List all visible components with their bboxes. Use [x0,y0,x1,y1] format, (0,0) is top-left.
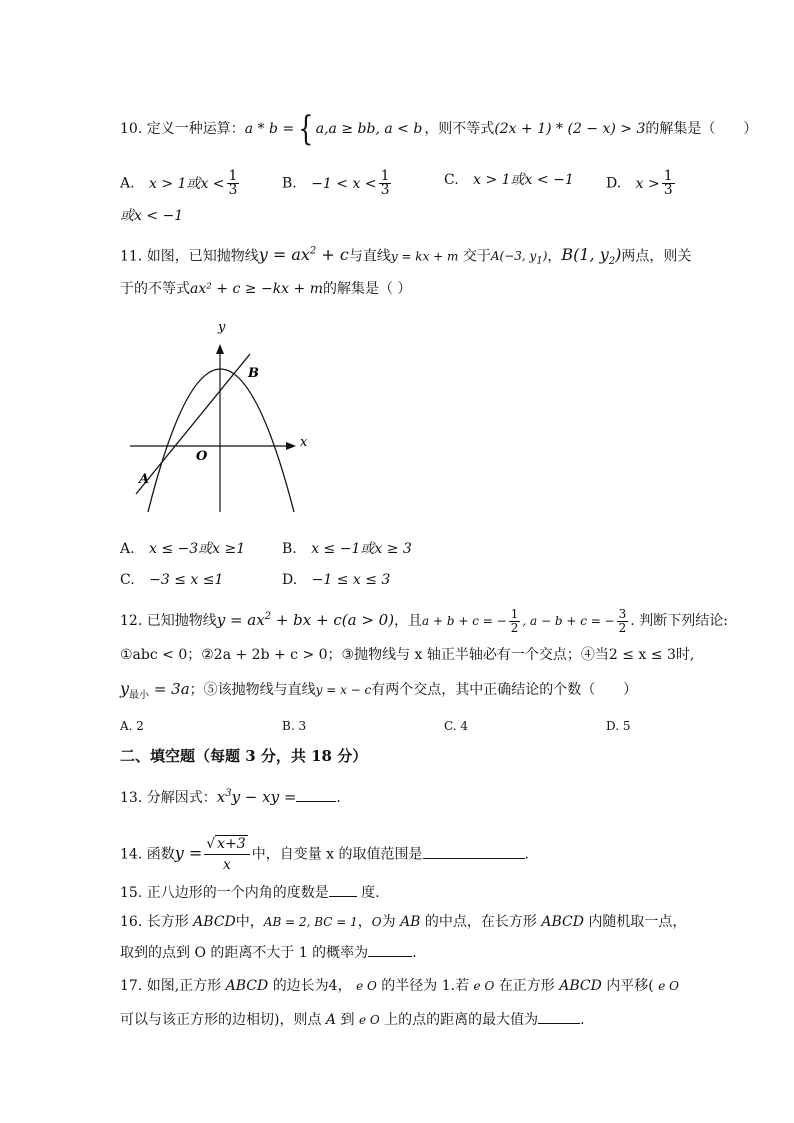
q17-text-a: 如图,正方形 [146,978,222,994]
q14-sqrt-expr: x+3 [217,836,246,852]
q16-stem-line1 [120,912,686,932]
q16-ab: AB [400,914,421,930]
q14-text-b: 中，自变量 x 的取值范围是 [251,846,423,863]
frac-num: 1 [510,606,519,621]
q17-text-g: 到 [340,1012,355,1028]
q12-number: 12. [120,613,143,629]
q11-option-a-text: x ≤ −3或x ≥1 [149,541,246,557]
q17-end: . [580,1012,585,1028]
q12-line-eq: y = x − c [315,683,372,697]
q11-comma: ， [547,248,562,265]
q10-intro: 定义一种运算： [146,121,245,137]
q12-option-b: B. 3 [282,719,307,733]
q17-text-e: 内平移( [606,978,654,994]
q12-parabola-exp: 2 [264,611,272,622]
q14-number: 14. [120,846,143,863]
q17-text-h: 上的点的距离的最大值为 [384,1012,539,1028]
q11-parabola-main: y = ax [258,245,310,265]
q12-stem-line3 [120,679,637,706]
q16-text-c: 为 [381,914,396,930]
q11-option-a-label: A. [120,541,135,557]
q10-inequality: (2x + 1) * (2 − x) > 3 [494,121,646,137]
q10-option-c [444,170,574,190]
q10-tail: 的解集是（ ） [645,121,758,137]
q12-text-b: ，且 [394,613,423,629]
x-axis-arrow [286,442,296,450]
q10-operation-def: a * b = [244,121,295,137]
q14-stem [120,834,529,875]
q17-abcd-2: ABCD [559,978,602,994]
q11-number: 11. [120,248,143,265]
q12-option-d: D. 5 [606,719,631,733]
q13-end: . [336,790,341,806]
q10-stem [120,109,758,149]
q16-comma: ， [357,914,372,930]
q10-case1: a,a ≥ b [315,121,367,137]
q11-point-b-main: B(1, y [561,245,609,265]
fig-label-y: y [218,320,226,335]
frac-den: 3 [663,182,673,198]
q12-stem-line1 [120,607,728,635]
q16-end: . [412,945,417,961]
q16-o: O [371,915,382,929]
q12-option-c: C. 4 [444,719,469,733]
q10-brace: { [298,109,314,149]
q13-expr-x: x [216,788,226,806]
q10-option-c-text: x > 1或x < −1 [473,172,574,188]
frac-num: 1 [380,168,390,184]
q12-parabola [217,611,394,629]
q17-circle-2: e O [473,979,495,993]
q12-option-a: A. 2 [120,719,144,733]
q11-line-eq: y = kx + m [390,249,459,264]
q16-text-e: 内随机取一点， [588,914,687,930]
q10-option-d-cont: 或x < −1 [120,208,184,224]
q16-abcd: ABCD [193,914,236,930]
q10-option-b [282,170,393,197]
q15-text-b: 度. [361,885,380,901]
q10-option-c-label: C. [444,172,459,188]
q11-option-d-label: D. [282,572,298,588]
q15-text-a: 正八边形的一个内角的度数是 [146,885,329,901]
q10-number: 10. [120,121,143,137]
q11-option-c-label: C. [120,572,135,588]
q16-stem-line2 [120,943,417,963]
q13-expr-rest: y − xy = [231,788,297,806]
q11-option-c-text: −3 ≤ x ≤1 [149,572,224,588]
q10-option-d-text: x > [635,175,660,192]
q11-point-a-close: ) [542,249,548,264]
frac-num: 1 [228,168,238,184]
q16-text-f: 取到的点到 O 的距离不大于 1 的概率为 [120,945,369,961]
q11-point-a-sub: 1 [536,255,543,267]
frac-den: 2 [510,620,519,635]
q13-text-a: 分解因式： [146,790,217,806]
q16-text-d: 的中点，在长方形 [424,914,537,930]
q16-lengths: AB = 2, BC = 1 [263,915,358,929]
q12-parabola-tail: + bx + c(a > 0) [271,611,395,629]
q11-stem-line1 [120,242,691,273]
q12-text-a: 已知抛物线 [146,613,217,629]
q14-fraction [204,834,249,875]
q11-option-d [282,570,390,590]
q12-ymin-value: = 3a [149,680,190,698]
q11-option-c [120,570,223,590]
q11-option-d-text: −1 ≤ x ≤ 3 [311,572,391,588]
q11-text-e: 于的不等式 [120,281,190,297]
q12-frac2 [617,608,629,635]
q10-option-a-text: x > 1或x < [149,175,225,192]
q11-text-d: 两点，则关 [621,248,692,265]
q11-option-a [120,539,245,559]
q12-conclusions-1-4: ①abc < 0；②2a + 2b + c > 0；③抛物线与 x 轴正半轴必有一个交点；④当2 ≤ x ≤ 3时, [120,647,695,663]
q10-option-b-label: B. [282,175,297,192]
section-2-heading: 二、填空题（每题 3 分，共 18 分） [120,747,368,765]
q10-cases [316,119,423,139]
q11-option-b [282,539,412,559]
q14-answer-blank[interactable] [423,858,525,859]
q15-number: 15. [120,885,143,901]
q11-point-b-sub: 2 [608,256,616,268]
q12-parabola-main: y = ax [216,611,265,629]
q11-text-f: 的解集是（ ） [322,281,412,297]
q15-answer-blank[interactable] [329,896,357,897]
q10-option-a-label: A. [120,175,135,192]
q17-text-d: 在正方形 [498,978,555,994]
q16-text-b: 中， [235,914,264,930]
q13-expression [217,788,297,806]
q13-expr-exp: 3 [225,788,232,799]
q10-option-a-frac [227,170,240,197]
q11-parabola [259,245,349,264]
frac-den: 3 [380,182,390,198]
q17-stem-line1 [120,976,679,996]
q11-parabola-tail: + c [316,245,349,265]
q12-y: y [120,679,130,698]
q16-answer-blank[interactable] [368,956,412,957]
q10-option-d-frac [662,170,675,197]
frac-num: 3 [618,606,627,621]
q13-answer-blank[interactable] [296,801,336,802]
q10-option-d-continued [120,206,183,226]
q11-text-a: 如图，已知抛物线 [146,248,259,265]
q10-option-d-label: D. [606,175,622,192]
q10-mid-text: ，则不等式 [424,121,495,137]
q11-figure [120,312,320,522]
q11-text-c: 交于 [462,248,491,265]
q17-text-b: 的边长为4， [272,978,352,994]
q17-answer-blank[interactable] [538,1023,580,1024]
q12-frac1 [509,608,521,635]
q16-abcd-2: ABCD [541,914,584,930]
q12-text-c: . 判断下列结论: [630,613,728,629]
fig-label-x: x [300,435,308,450]
q12-cond1: a + b + c = − [422,614,507,628]
q17-text-c: 的半径为 1.若 [381,978,470,994]
q10-option-d [606,170,677,197]
q13-number: 13. [120,790,143,806]
q16-text-a: 长方形 [146,914,189,930]
q14-y: y = [174,843,203,863]
q13-stem [120,784,341,808]
q17-point-a: A [325,1012,337,1028]
q12-text-e: 有两个交点，其中正确结论的个数（ ） [371,682,638,698]
q11-point-b [561,245,622,268]
q10-option-b-frac [379,170,392,197]
fig-label-a: A [139,472,150,487]
q17-circle-3: e O [658,979,679,993]
q11-inequality: ax² + c ≥ −kx + m [190,281,323,297]
q12-y-min-sub: 最小 [129,689,150,701]
q15-stem [120,883,380,903]
frac-den: 3 [228,182,238,198]
q10-option-a [120,170,241,197]
q12-cond2: , a − b + c = − [522,614,615,628]
q14-text-a: 函数 [146,846,175,863]
q17-abcd: ABCD [225,978,269,994]
fig-label-origin: O [196,449,208,464]
q17-circle-1: e O [356,979,377,993]
q12-stem-line2 [120,645,694,665]
q12-text-d: ；⑤该抛物线与直线 [189,682,316,698]
q17-text-f: 可以与该正方形的边相切)，则点 [120,1012,322,1028]
q10-case2: b, a < b [366,121,423,137]
q17-circle-4: e O [358,1013,380,1027]
q11-option-b-label: B. [282,541,297,557]
y-axis-arrow [216,344,224,354]
q11-point-a-main: A(−3, y [490,249,537,264]
q17-stem-line2 [120,1010,585,1030]
q11-point-a [490,249,548,267]
frac-den: 2 [618,620,627,635]
q11-point-b-close: ) [615,245,622,265]
frac-num: 1 [663,168,673,184]
q11-text-b: 与直线 [348,248,391,265]
line-kx-m [136,354,250,494]
fig-label-b: B [248,366,259,381]
q17-number: 17. [120,978,143,994]
q16-number: 16. [120,914,143,930]
q11-parabola-exp: 2 [309,246,317,257]
q11-option-b-text: x ≤ −1或x ≥ 3 [311,541,412,557]
q10-option-b-text: −1 < x < [311,175,377,192]
q14-end: . [524,846,529,863]
q14-frac-den: x [223,857,231,873]
q11-stem-line2 [120,279,411,299]
q14-frac-num: √ x+3 [204,834,249,855]
